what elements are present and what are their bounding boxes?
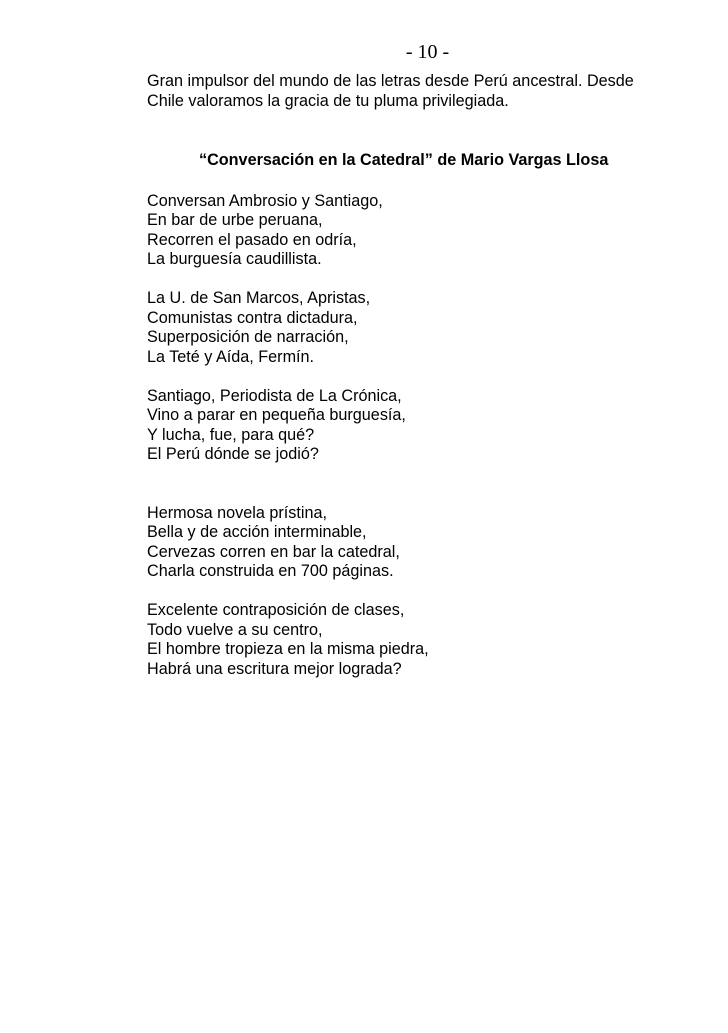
poem-line: Conversan Ambrosio y Santiago,	[147, 191, 383, 210]
poem-line: Charla construida en 700 páginas.	[147, 562, 394, 580]
poem-stanza	[147, 192, 687, 270]
poem-line: El hombre tropieza en la misma piedra,	[147, 640, 429, 658]
poem-title: “Conversación en la Catedral” de Mario Vargas Llosa	[199, 151, 609, 169]
poem-line: Cervezas corren en bar la catedral,	[147, 542, 400, 561]
poem-stanza	[147, 601, 687, 679]
poem-line: La U. de San Marcos, Apristas,	[147, 289, 371, 307]
page-number: - 10 -	[405, 41, 450, 63]
poem-body	[147, 192, 687, 680]
poem-line: Y lucha, fue, para qué?	[147, 425, 315, 444]
poem-line: Bella y de acción interminable,	[147, 523, 367, 541]
poem-line: Vino a parar en pequeña burguesía,	[147, 406, 406, 424]
intro-line: Chile valoramos la gracia de tu pluma privilegiada.	[147, 91, 509, 110]
poem-line: Todo vuelve a su centro,	[147, 620, 323, 639]
poem-line: En bar de urbe peruana,	[147, 211, 323, 229]
poem-line: Hermosa novela prístina,	[147, 503, 327, 522]
page-content	[147, 72, 687, 699]
intro-paragraph	[147, 72, 687, 111]
poem-stanza	[147, 387, 687, 465]
poem-line: Excelente contraposición de clases,	[147, 601, 405, 619]
poem-line: El Perú dónde se jodió?	[147, 445, 319, 463]
poem-line: La Teté y Aída, Fermín.	[147, 347, 315, 366]
poem-line: La burguesía caudillista.	[147, 250, 322, 268]
poem-stanza	[147, 289, 687, 367]
intro-line: Gran impulsor del mundo de las letras desde Perú ancestral. Desde	[147, 72, 634, 90]
poem-line: Habrá una escritura mejor lograda?	[147, 659, 402, 678]
poem-line: Comunistas contra dictadura,	[147, 308, 358, 327]
poem-stanza	[147, 504, 687, 582]
poem-line: Santiago, Periodista de La Crónica,	[147, 386, 402, 405]
poem-line: Superposición de narración,	[147, 328, 349, 346]
poem-line: Recorren el pasado en odría,	[147, 230, 357, 249]
